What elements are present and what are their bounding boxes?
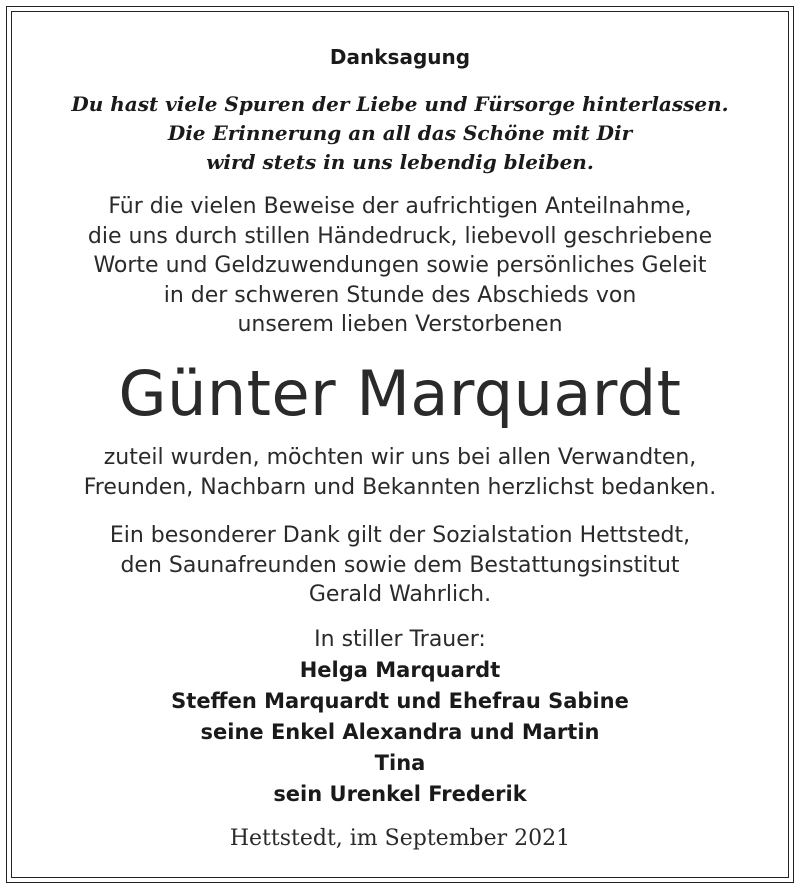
mourner-name: sein Urenkel Frederik xyxy=(273,782,527,806)
verse-line: Die Erinnerung an all das Schöne mit Dir xyxy=(167,121,633,145)
text-line: Freunden, Nachbarn und Bekannten herzlichst bedanken. xyxy=(83,474,717,500)
thanks-intro-paragraph xyxy=(0,192,800,340)
text-line: den Saunafreunden sowie dem Bestattungsinstitut xyxy=(120,552,680,578)
text-line: Gerald Wahrlich. xyxy=(308,582,492,607)
text-line: Für die vielen Beweise der aufrichtigen Anteilnahme, xyxy=(108,194,692,219)
thanks-body-paragraph xyxy=(0,443,800,502)
mourner-name: Steffen Marquardt und Ehefrau Sabine xyxy=(171,689,629,713)
text-line: in der schweren Stunde des Abschieds von xyxy=(163,282,637,308)
deceased-name: Günter Marquardt xyxy=(118,357,682,430)
mourning-label: In stiller Trauer: xyxy=(314,627,486,652)
verse-line: Du hast viele Spuren der Liebe und Fürsorge hinterlassen. xyxy=(71,92,729,116)
mourner-name: Tina xyxy=(374,751,426,775)
text-line: Worte und Geldzuwendungen sowie persönliches Geleit xyxy=(93,253,707,278)
memorial-verse xyxy=(0,90,800,177)
mourner-name: seine Enkel Alexandra und Martin xyxy=(200,720,600,744)
text-line: unserem lieben Verstorbenen xyxy=(237,312,563,337)
place-date: Hettstedt, im September 2021 xyxy=(229,826,571,851)
mourners-block xyxy=(0,624,800,810)
text-line: Ein besonderer Dank gilt der Sozialstation Hettstedt, xyxy=(109,523,691,548)
text-line: zuteil wurden, möchten wir uns bei allen Verwandten, xyxy=(103,445,697,470)
text-line: die uns durch stillen Händedruck, liebevoll geschriebene xyxy=(87,223,713,249)
notice-heading: Danksagung xyxy=(329,45,471,69)
special-thanks-paragraph xyxy=(0,521,800,610)
mourner-name: Helga Marquardt xyxy=(299,658,501,682)
verse-line: wird stets in uns lebendig bleiben. xyxy=(206,150,594,174)
